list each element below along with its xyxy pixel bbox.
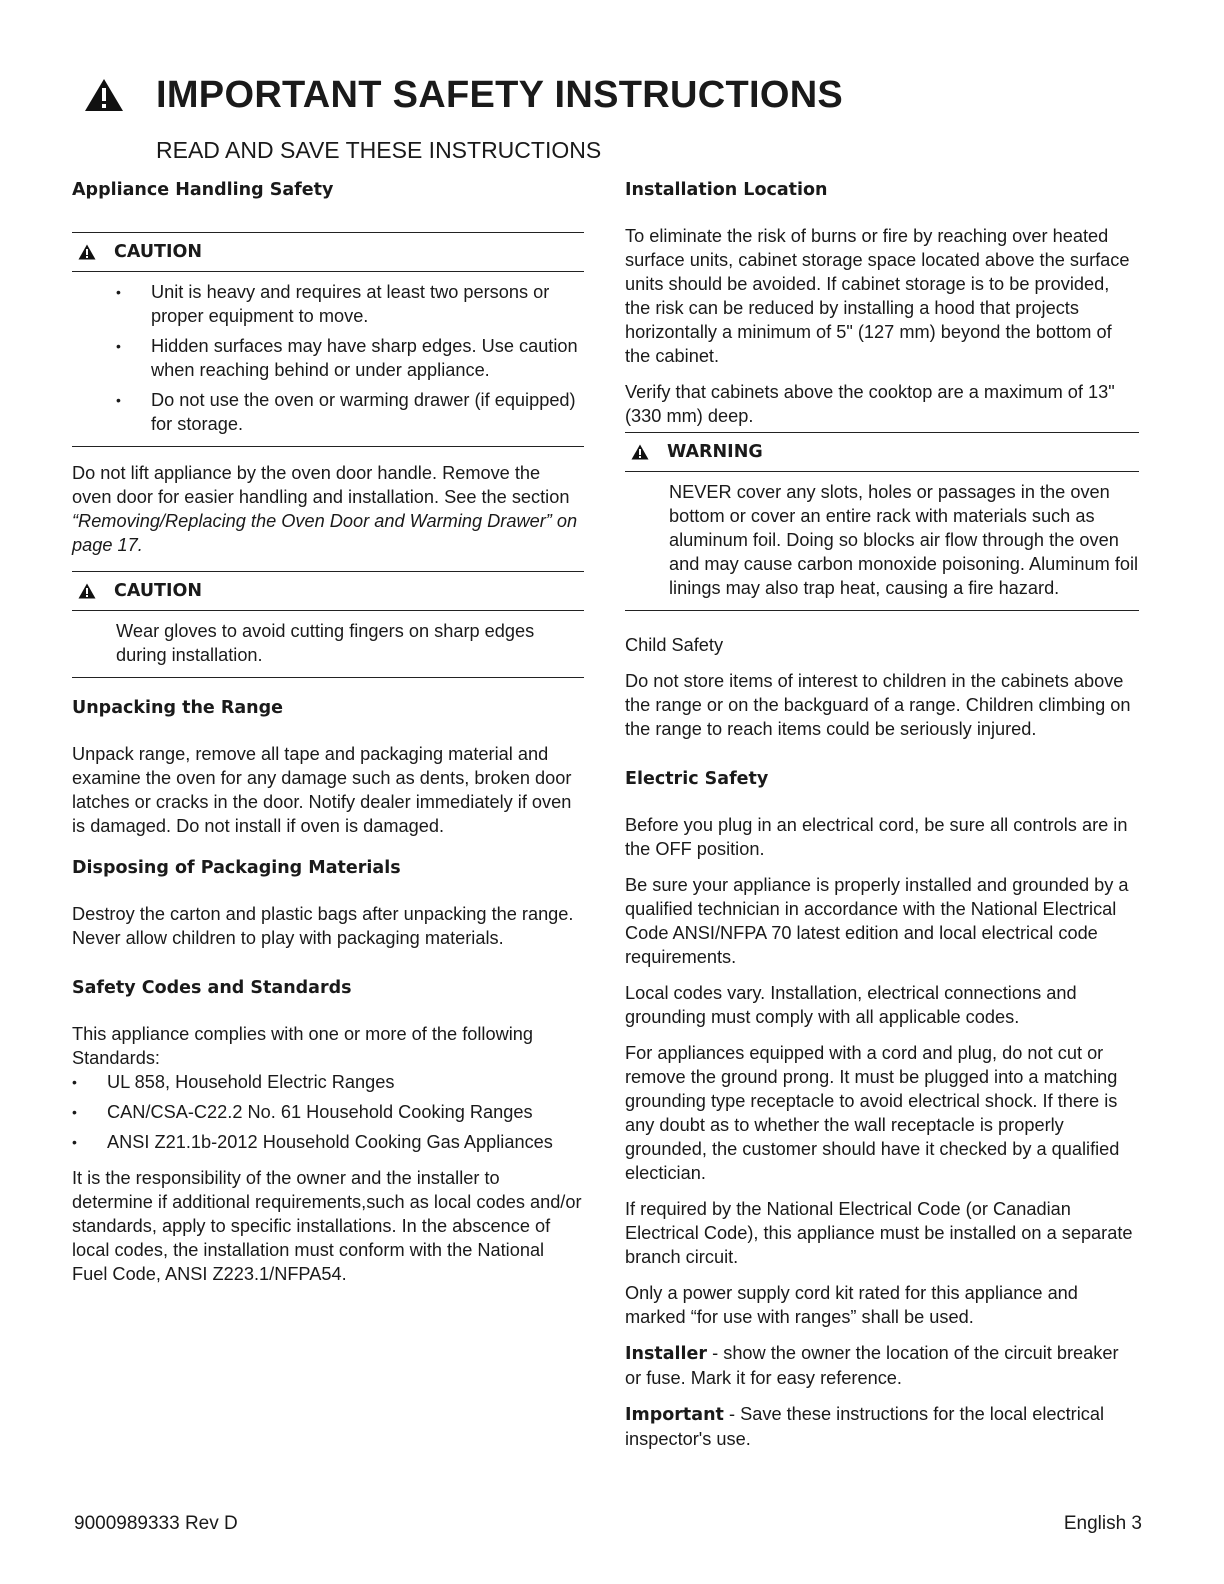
standard-item: • ANSI Z21.1b-2012 Household Cooking Gas Appliances: [72, 1130, 584, 1154]
warning-label: WARNING: [667, 442, 763, 462]
right-column: [625, 178, 1139, 1451]
handling-text: Do not lift appliance by the oven door handle. Remove the oven door for easier handling and installation. See the section: [72, 463, 570, 507]
caution-list-item: • Unit is heavy and requires at least two persons or proper equipment to move.: [116, 280, 584, 328]
document-id: 9000989333 Rev D: [74, 1513, 238, 1534]
caution-label: CAUTION: [114, 242, 203, 262]
caution-header: [72, 233, 584, 272]
codes-heading: Safety Codes and Standards: [72, 978, 352, 998]
caution-box-gloves: [72, 571, 584, 678]
standards-list: [72, 1070, 584, 1154]
caution-triangle-icon: [78, 583, 96, 599]
disposing-text: Destroy the carton and plastic bags after unpacking the range. Never allow children to play with packaging materials.: [72, 904, 574, 948]
installer-note: [625, 1341, 1139, 1390]
important-label: Important: [625, 1405, 724, 1425]
location-text-depth: Verify that cabinets above the cooktop are a maximum of 13" (330 mm) deep.: [625, 382, 1115, 426]
electric-text: Be sure your appliance is properly installed and grounded by a qualified technician in accordance with the National Electrical Code ANSI/NFPA 70 latest edition and local electrical code requirements.: [625, 875, 1129, 967]
location-text: To eliminate the risk of burns or fire by reaching over heated surface units, cabinet storage space located above the surface units should be avoided. If cabinet storage is to be provided, the risk can be reduced by installing a hood that projects horizontally a minimum of 5" (127 mm) beyond the bottom of the cabinet.: [625, 226, 1130, 366]
page-number: English 3: [1063, 1513, 1142, 1534]
caution-text: Wear gloves to avoid cutting fingers on sharp edges during installation.: [116, 621, 535, 665]
caution-box-handling: [72, 232, 584, 447]
warning-triangle-icon: [84, 78, 124, 112]
section-reference: “Removing/Replacing the Oven Door and Warming Drawer” on page 17.: [72, 511, 578, 555]
installer-label: Installer: [625, 1344, 708, 1364]
handling-paragraph: [72, 461, 584, 557]
caution-list-item: • Hidden surfaces may have sharp edges. Use caution when reaching behind or under appliance.: [116, 334, 584, 382]
caution-list: [116, 280, 584, 436]
page-header: [84, 72, 1144, 164]
codes-outro: It is the responsibility of the owner and the installer to determine if additional requirements,such as local codes and/or standards, apply to specific installations. In the abscence of local codes, the installation must conform with the National Fuel Code, ANSI Z223.1/NFPA54.: [72, 1168, 582, 1284]
location-heading: Installation Location: [625, 180, 828, 200]
left-column: [72, 178, 584, 1286]
installer-text: - show the owner the location of the circuit breaker or fuse. Mark it for easy reference.: [625, 1343, 1119, 1388]
electric-text: For appliances equipped with a cord and plug, do not cut or remove the ground prong. It must be plugged into a matching grounding type receptacle to avoid electrical shock. If there is any doubt as to whether the wall receptacle is properly grounded, the customer should have it checked by a qualified electician.: [625, 1043, 1120, 1183]
unpacking-text: Unpack range, remove all tape and packaging material and examine the oven for any damage such as dents, broken door latches or cracks in the door. Notify dealer immediately if oven is damaged. Do not install if oven is damaged.: [72, 744, 572, 836]
warning-triangle-icon: [631, 444, 649, 460]
page-subtitle: READ AND SAVE THESE INSTRUCTIONS: [156, 137, 602, 163]
electric-text: If required by the National Electrical Code (or Canadian Electrical Code), this appliance must be installed on a separate branch circuit.: [625, 1199, 1133, 1267]
unpacking-heading: Unpacking the Range: [72, 698, 284, 718]
title-row: [84, 72, 1144, 118]
child-heading: Child Safety: [625, 635, 724, 655]
warning-body: [625, 472, 1139, 610]
caution-label: CAUTION: [114, 581, 203, 601]
warning-text: NEVER cover any slots, holes or passages in the oven bottom or cover an entire rack with materials such as aluminum foil. Doing so blocks air flow through the oven and may cause carbon monoxide poisoning. Aluminum foil linings may also trap heat, causing a fire hazard.: [669, 482, 1139, 598]
codes-intro: This appliance complies with one or more of the following Standards:: [72, 1024, 533, 1068]
caution-header: [72, 572, 584, 611]
electric-text: Local codes vary. Installation, electrical connections and grounding must comply with all applicable codes.: [625, 983, 1077, 1027]
important-note: [625, 1402, 1139, 1451]
standard-item: • UL 858, Household Electric Ranges: [72, 1070, 584, 1094]
page-title: IMPORTANT SAFETY INSTRUCTIONS: [156, 74, 844, 116]
disposing-heading: Disposing of Packaging Materials: [72, 858, 401, 878]
caution-body: [72, 611, 584, 677]
handling-heading: Appliance Handling Safety: [72, 180, 334, 200]
electric-heading: Electric Safety: [625, 769, 769, 789]
caution-body: [72, 272, 584, 446]
caution-list-item: • Do not use the oven or warming drawer (if equipped) for storage.: [116, 388, 584, 436]
electric-text: Before you plug in an electrical cord, be sure all controls are in the OFF position.: [625, 815, 1128, 859]
child-text: Do not store items of interest to children in the cabinets above the range or on the backguard of a range. Children climbing on the range to reach items could be seriously injured.: [625, 671, 1131, 739]
electric-text: Only a power supply cord kit rated for this appliance and marked “for use with ranges” shall be used.: [625, 1283, 1078, 1327]
caution-triangle-icon: [78, 244, 96, 260]
standard-item: • CAN/CSA-C22.2 No. 61 Household Cooking Ranges: [72, 1100, 584, 1124]
warning-header: [625, 433, 1139, 472]
warning-box: [625, 432, 1139, 611]
important-text: - Save these instructions for the local electrical inspector's use.: [625, 1404, 1105, 1449]
